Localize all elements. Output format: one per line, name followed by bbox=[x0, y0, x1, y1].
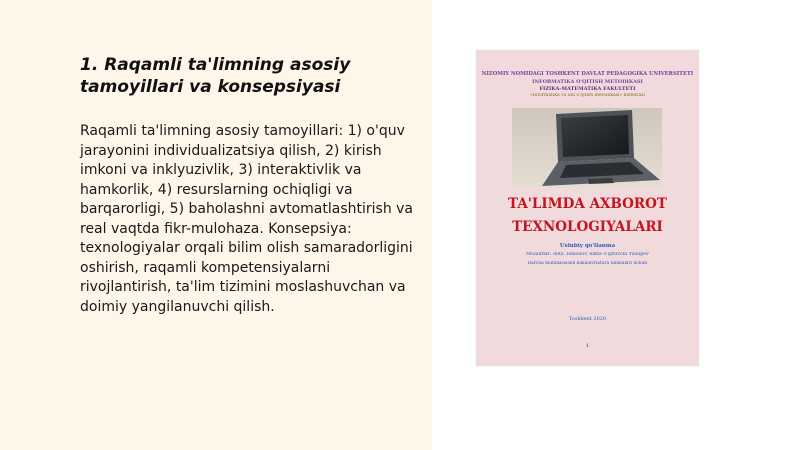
cover-title-line2: TEXNOLOGIYALARI bbox=[512, 219, 663, 235]
cover-title-line1: TA'LIMDA AXBOROT bbox=[508, 196, 667, 212]
laptop-icon bbox=[512, 108, 662, 188]
slide-title: 1. Raqamli ta'limning asosiy tamoyillari va konsepsiyasi bbox=[80, 55, 351, 97]
slide-body-text: Raqamli ta'limning asosiy tamoyillari: 1) o'quv jarayonini individualizatsiya qilish, 2) kirish imkoni va inklyuzivlik, 3) interaktivlik va hamkorlik, 4) resurslarning ochiqligi va barqarorligi, 5) baholashni avtomatlashtirish va real vaqtda fikr-mulohaza. Konsepsiya: texnologiyalar orqali bilim olish samaradorligini oshirish, raqamli kompetensiyalarni rivojlantirish, ta'lim tizimini moslashuvchan va doimiy yangilanuvchi qilish. bbox=[80, 123, 414, 315]
cover-specialty: INFORMATIKA O'QITISH METODIKASI bbox=[532, 79, 643, 85]
cover-authors: Mualliflar: dots. Ismoilov, katta o'qituvchi Yusupov bbox=[526, 252, 649, 257]
book-cover-image bbox=[476, 50, 699, 366]
cover-subtitle: Uslubiy qo'llanma bbox=[559, 243, 616, 249]
laptop-illustration bbox=[512, 108, 662, 188]
cover-university: NIZOMIY NOMIDAGI TOSHKENT DAVLAT PEDAGOGIKA UNIVERSITETI bbox=[481, 71, 694, 77]
cover-department: «Informatika va uni o'qitish metodikasi» kafedrasi bbox=[530, 93, 645, 98]
cover-city-year: Toshkent 2020 bbox=[568, 316, 607, 322]
cover-faculty: FIZIKA-MATEMATIKA FAKULTETI bbox=[539, 86, 636, 92]
cover-page-number: 1 bbox=[585, 343, 590, 349]
cover-audience: Barcha mutaxassislik bakalavriatura talabalari uchun bbox=[527, 261, 648, 266]
